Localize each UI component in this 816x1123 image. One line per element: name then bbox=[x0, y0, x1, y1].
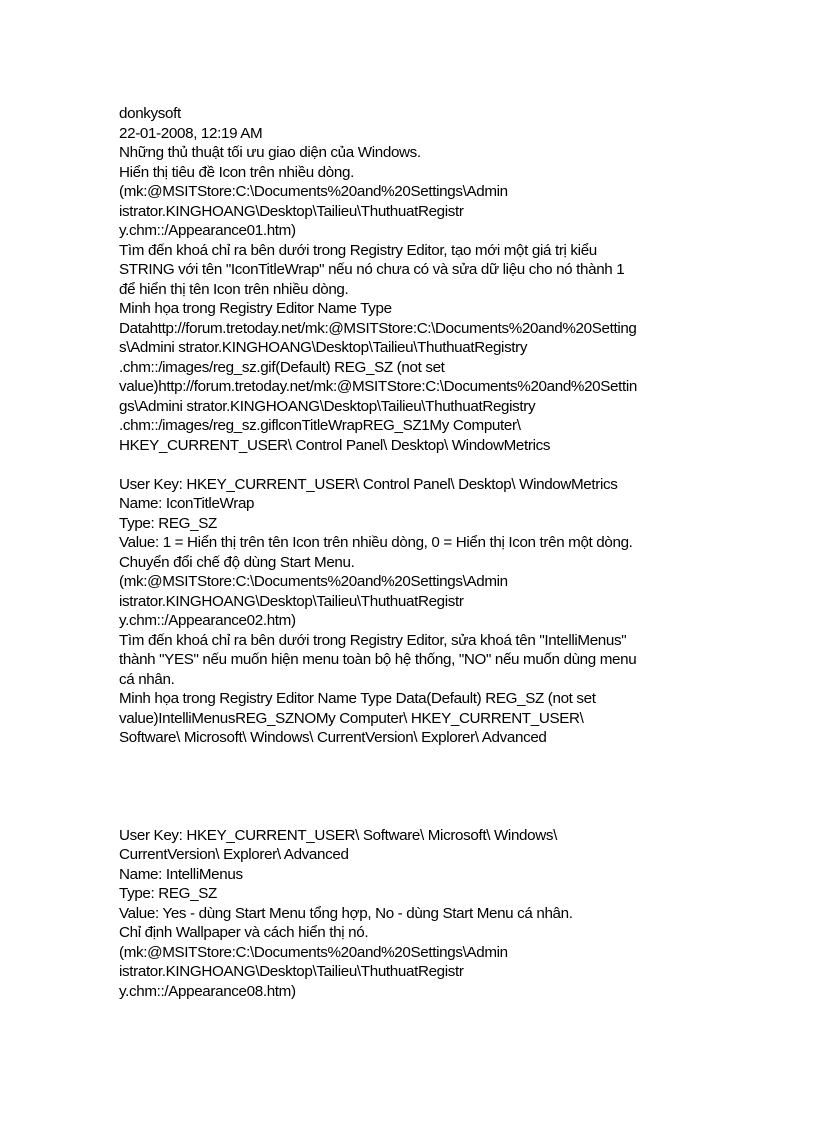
text-line: CurrentVersion\ Explorer\ Advanced bbox=[119, 846, 349, 863]
document-body bbox=[119, 104, 719, 1001]
text-line: User Key: HKEY_CURRENT_USER\ Control Panel\ Desktop\ WindowMetrics bbox=[119, 475, 618, 493]
text-line: (mk:@MSITStore:C:\Documents%20and%20Settings\Admin bbox=[119, 943, 508, 961]
text-line: Minh họa trong Registry Editor Name Type bbox=[119, 300, 392, 317]
text-line: Datahttp://forum.tretoday.net/mk:@MSITStore:C:\Documents%20and%20Setting bbox=[119, 319, 637, 337]
text-line: Những thủ thuật tối ưu giao diện của Windows. bbox=[119, 144, 421, 161]
text-block bbox=[119, 826, 719, 1002]
text-line: istrator.KINGHOANG\Desktop\Tailieu\ThuthuatRegistr bbox=[119, 592, 464, 610]
text-block bbox=[119, 104, 719, 455]
text-line: Name: IconTitleWrap bbox=[119, 495, 255, 512]
text-line: HKEY_CURRENT_USER\ Control Panel\ Desktop\ WindowMetrics bbox=[119, 436, 551, 454]
text-line: Type: REG_SZ bbox=[119, 885, 217, 902]
text-line: Tìm đến khoá chỉ ra bên dưới trong Registry Editor, tạo mới một giá trị kiểu bbox=[119, 241, 597, 259]
text-line: thành "YES" nếu muốn hiện menu toàn bộ hệ thống, "NO" nếu muốn dùng menu bbox=[119, 651, 637, 668]
text-line: Value: 1 = Hiển thị trên tên Icon trên nhiều dòng, 0 = Hiển thị Icon trên một dòng. bbox=[119, 534, 633, 551]
text-line: (mk:@MSITStore:C:\Documents%20and%20Settings\Admin bbox=[119, 183, 508, 200]
text-line: .chm::/images/reg_sz.giflconTitleWrapREG_SZ1My Computer\ bbox=[119, 417, 521, 434]
text-line: s\Admini strator.KINGHOANG\Desktop\Tailieu\ThuthuatRegistry bbox=[119, 339, 528, 356]
document-page bbox=[119, 104, 719, 1001]
text-line: y.chm::/Appearance01.htm) bbox=[119, 222, 296, 239]
text-line: Software\ Microsoft\ Windows\ CurrentVersion\ Explorer\ Advanced bbox=[119, 729, 547, 746]
text-line: User Key: HKEY_CURRENT_USER\ Software\ Microsoft\ Windows\ bbox=[119, 826, 557, 844]
text-line: Type: REG_SZ bbox=[119, 514, 217, 532]
text-line: Tìm đến khoá chỉ ra bên dưới trong Registry Editor, sửa khoá tên "IntelliMenus" bbox=[119, 631, 627, 649]
text-line: (mk:@MSITStore:C:\Documents%20and%20Settings\Admin bbox=[119, 573, 508, 590]
text-line: 22-01-2008, 12:19 AM bbox=[119, 124, 263, 142]
text-line: donkysoft bbox=[119, 105, 181, 122]
block-spacer bbox=[119, 455, 719, 475]
text-line: Hiển thị tiêu đề Icon trên nhiều dòng. bbox=[119, 163, 354, 181]
text-line: gs\Admini strator.KINGHOANG\Desktop\Tailieu\ThuthuatRegistry bbox=[119, 397, 536, 415]
text-block bbox=[119, 475, 719, 748]
text-line: value)IntelliMenusREG_SZNOMy Computer\ HKEY_CURRENT_USER\ bbox=[119, 709, 584, 727]
text-line: y.chm::/Appearance08.htm) bbox=[119, 982, 296, 1000]
text-line: istrator.KINGHOANG\Desktop\Tailieu\ThuthuatRegistr bbox=[119, 202, 464, 220]
text-line: .chm::/images/reg_sz.gif(Default) REG_SZ (not set bbox=[119, 358, 445, 376]
text-line: value)http://forum.tretoday.net/mk:@MSITStore:C:\Documents%20and%20Settin bbox=[119, 378, 638, 395]
text-line: để hiển thị tên Icon trên nhiều dòng. bbox=[119, 280, 349, 298]
text-line: STRING với tên "IconTitleWrap" nếu nó chưa có và sửa dữ liệu cho nó thành 1 bbox=[119, 261, 625, 278]
text-line: y.chm::/Appearance02.htm) bbox=[119, 612, 296, 629]
text-line: Chuyển đổi chế độ dùng Start Menu. bbox=[119, 553, 355, 571]
text-line: cá nhân. bbox=[119, 670, 175, 688]
text-line: Chỉ định Wallpaper và cách hiển thị nó. bbox=[119, 924, 369, 941]
block-spacer bbox=[119, 748, 719, 826]
text-line: Value: Yes - dùng Start Menu tổng hợp, No - dùng Start Menu cá nhân. bbox=[119, 904, 573, 922]
text-line: istrator.KINGHOANG\Desktop\Tailieu\ThuthuatRegistr bbox=[119, 963, 464, 980]
text-line: Name: IntelliMenus bbox=[119, 865, 243, 883]
text-line: Minh họa trong Registry Editor Name Type Data(Default) REG_SZ (not set bbox=[119, 690, 596, 707]
